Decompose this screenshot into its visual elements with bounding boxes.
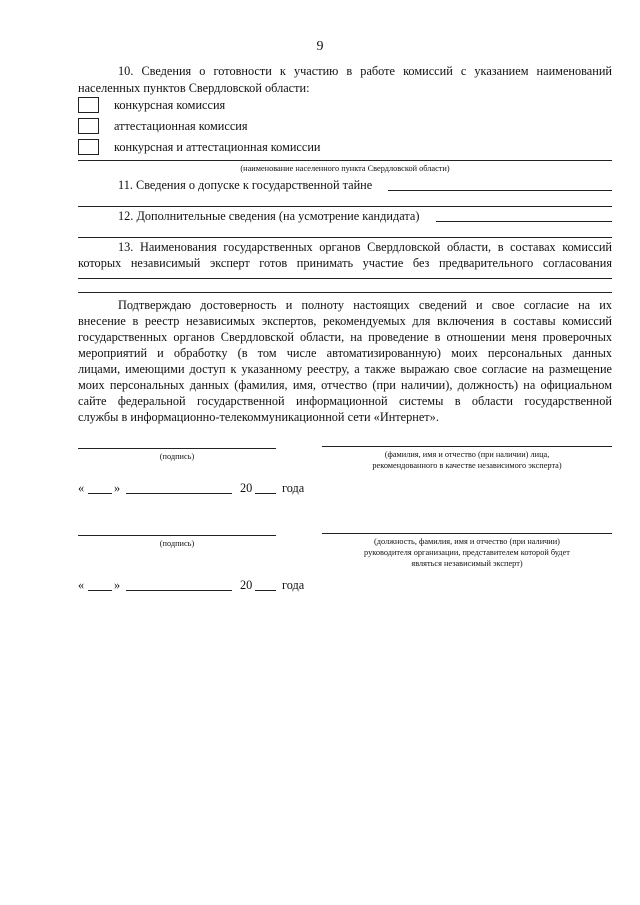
- checkbox-attestation[interactable]: [78, 118, 99, 134]
- item11-extra-line[interactable]: [78, 206, 612, 207]
- settlement-name-line[interactable]: [78, 160, 612, 161]
- confirm-line-6: моих персональных данных (фамилия, имя, отчество (при наличии), должность) на официальном: [78, 378, 612, 392]
- item10-line1: 10. Сведения о готовности к участию в работе комиссий с указанием наименований: [118, 64, 612, 78]
- manager-name-caption-1: (должность, фамилия, имя и отчество (при наличии): [374, 537, 560, 546]
- date1-close-quote: »: [114, 481, 121, 495]
- manager-name-caption-2: руководителя организации, представителем которой будет: [364, 548, 570, 557]
- expert-name-caption-2: рекомендованного в качестве независимого эксперта): [372, 461, 562, 470]
- manager-name-caption-3: являться независимый эксперт): [411, 559, 523, 568]
- confirm-line-1: Подтверждаю достоверность и полноту настоящих сведений и свое согласие на их: [118, 298, 612, 312]
- date2-close-quote: »: [114, 578, 121, 592]
- date1-year-word: года: [282, 481, 305, 495]
- date2-year-prefix: 20: [240, 578, 253, 592]
- item11-label: 11. Сведения о допуске к государственной тайне: [118, 178, 373, 192]
- confirm-line-7: сайте федеральной государственной информационной системы в области государственной: [78, 394, 612, 408]
- item13-answer-line-1[interactable]: [78, 278, 612, 279]
- item13-line1: 13. Наименования государственных органов Свердловской области, в составах комиссий: [118, 240, 612, 254]
- date2-open-quote: «: [78, 578, 85, 592]
- item11-answer-line[interactable]: [388, 190, 612, 191]
- date2-year-word: года: [282, 578, 305, 592]
- signature-line-2[interactable]: [78, 535, 276, 536]
- item13-line2: которых независимый эксперт готов принимать участие без предварительного согласования: [78, 256, 612, 270]
- date1-year-line[interactable]: [255, 493, 276, 494]
- item13-answer-line-2[interactable]: [78, 292, 612, 293]
- signature-caption-1: (подпись): [159, 452, 195, 461]
- option-both: конкурсная и аттестационная комиссии: [114, 140, 321, 154]
- expert-name-line[interactable]: [322, 446, 612, 447]
- date2-year-line[interactable]: [255, 590, 276, 591]
- item12-answer-line[interactable]: [436, 221, 612, 222]
- signature-caption-2: (подпись): [159, 539, 195, 548]
- confirm-line-2: внесение в реестр независимых экспертов, рекомендуемых для включения в составы комиссий: [78, 314, 612, 328]
- expert-name-caption-1: (фамилия, имя и отчество (при наличии) лица,: [384, 450, 550, 459]
- item12-label: 12. Дополнительные сведения (на усмотрение кандидата): [118, 209, 420, 223]
- option-competition: конкурсная комиссия: [114, 98, 226, 112]
- signature-line-1[interactable]: [78, 448, 276, 449]
- date1-day-line[interactable]: [88, 493, 112, 494]
- page-number: 9: [316, 39, 324, 54]
- confirm-line-4: мероприятий и обработку (в том числе автоматизированную) моих персональных данных: [78, 346, 612, 360]
- date1-month-line[interactable]: [126, 493, 232, 494]
- settlement-name-caption: (наименование населенного пункта Свердловской области): [240, 164, 450, 173]
- date2-month-line[interactable]: [126, 590, 232, 591]
- confirm-line-8: службы в информационно-телекоммуникационной сети «Интернет».: [78, 410, 439, 424]
- checkbox-competition[interactable]: [78, 97, 99, 113]
- option-attestation: аттестационная комиссия: [114, 119, 248, 133]
- date1-year-prefix: 20: [240, 481, 253, 495]
- manager-name-line[interactable]: [322, 533, 612, 534]
- confirm-line-3: государственных органов Свердловской области, на проведение в отношении меня проверочных: [78, 330, 612, 344]
- item10-line2: населенных пунктов Свердловской области:: [78, 81, 310, 95]
- confirm-line-5: лицами, имеющими доступ к указанному реестру, а также выражаю свое согласие на размещение: [78, 362, 612, 376]
- date2-day-line[interactable]: [88, 590, 112, 591]
- item12-extra-line[interactable]: [78, 237, 612, 238]
- checkbox-both[interactable]: [78, 139, 99, 155]
- date1-open-quote: «: [78, 481, 85, 495]
